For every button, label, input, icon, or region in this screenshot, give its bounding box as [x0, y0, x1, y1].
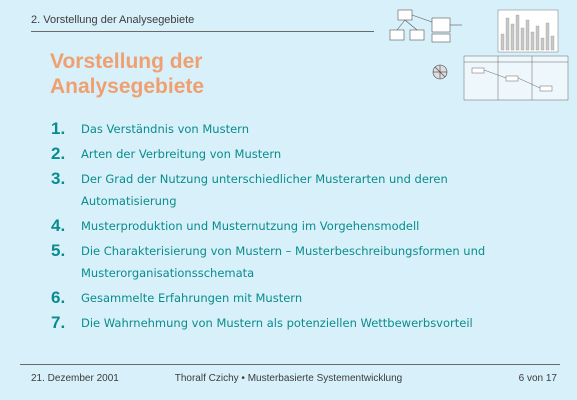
list-item-text: Musterproduktion und Musternutzung im Vorgehensmodell [81, 219, 420, 233]
list-item [51, 287, 521, 309]
list-item-text: Gesammelte Erfahrungen mit Mustern [81, 291, 303, 305]
thumbnail-diagrams [380, 6, 570, 106]
uml-diagram-thumbnail [390, 10, 462, 42]
list-item [51, 168, 521, 212]
list-item-number: 2. [51, 144, 66, 163]
slide-title-line-1: Vorstellung der [50, 50, 203, 73]
footer-page-number: 6 von 17 [518, 373, 557, 384]
slide-title [50, 49, 204, 99]
list-item [51, 118, 521, 140]
list-item-text: Arten der Verbreitung von Mustern [81, 147, 282, 161]
footer-date: 21. Dezember 2001 [31, 373, 119, 384]
list-item-number: 3. [51, 169, 66, 188]
list-item-number: 4. [51, 216, 66, 235]
list-item-text: Die Wahrnehmung von Mustern als potenziellen Wettbewerbsvorteil [81, 316, 473, 330]
list-item-number: 5. [51, 241, 66, 260]
footer-author-title: Thoralf Czichy • Musterbasierte Systementwicklung [174, 373, 403, 384]
list-item-text: Das Verständnis von Mustern [81, 122, 249, 136]
gauge-thumbnail [433, 65, 447, 79]
slide-title-line-2: Analysegebiete [50, 75, 205, 98]
list-item [51, 143, 521, 165]
list-item-number: 6. [51, 288, 66, 307]
bar-chart-thumbnail [498, 10, 558, 52]
footer-divider [20, 364, 560, 365]
list-item [51, 312, 521, 334]
section-header: 2. Vorstellung der Analysegebiete [31, 14, 195, 26]
list-item [51, 215, 521, 237]
topic-list [51, 118, 521, 337]
list-item-text: Der Grad der Nutzung unterschiedlicher Musterarten und deren Automatisierung [81, 172, 448, 208]
list-item-text: Die Charakterisierung von Mustern – Musterbeschreibungsformen und Musterorganisationsschemata [81, 244, 486, 280]
list-item-number: 1. [51, 119, 66, 138]
list-item [51, 240, 521, 284]
header-divider [31, 31, 374, 32]
process-diagram-thumbnail [464, 56, 568, 100]
list-item-number: 7. [51, 313, 66, 332]
